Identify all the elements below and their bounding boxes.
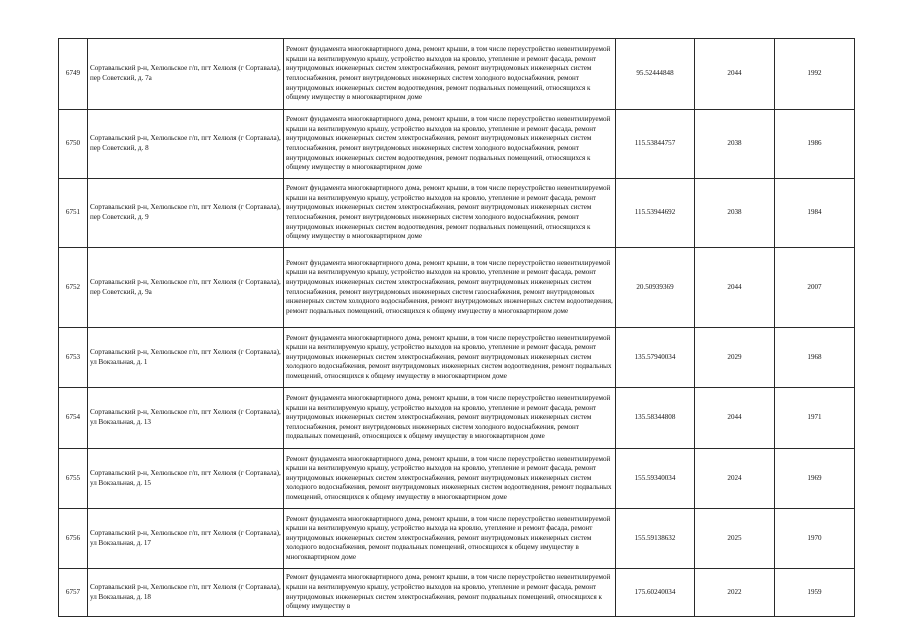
row-number: 6755: [59, 449, 88, 509]
built-year-cell: 1984: [775, 179, 855, 248]
address-cell: Сортавальский р-н, Хелюльское г/п, пгт Хелюля (г Сортавала), ул Вокзальная, д. 1: [88, 328, 284, 388]
built-year-cell: 1968: [775, 328, 855, 388]
table-row: [59, 179, 855, 248]
works-cell: Ремонт фундамента многоквартирного дома, ремонт крыши, в том числе переустройство невентилируемой крыши на вентилируемую крышу, устройство выходов на кровлю, утепление и ремонт фасада, ремонт внутридомовых инженерных систем электроснабжения, ремонт внутридомовых инженерных систем теплоснабжения, ремонт внутридомовых инженерных систем газоснабжения, ремонт внутридомовых инженерных систем холодного водоснабжения, ремонт внутридомовых инженерных систем водоотведения, ремонт подвальных помещений, относящихся к общему имуществу в многоквартирном доме: [284, 248, 616, 328]
plan-year-cell: 2044: [695, 39, 775, 110]
row-number: 6753: [59, 328, 88, 388]
area-cell: 115.53844757: [616, 110, 695, 179]
address-cell: Сортавальский р-н, Хелюльское г/п, пгт Хелюля (г Сортавала), ул Вокзальная, д. 18: [88, 569, 284, 617]
plan-year-cell: 2022: [695, 569, 775, 617]
table-row: [59, 39, 855, 110]
built-year-cell: 1970: [775, 509, 855, 569]
table-row: [59, 388, 855, 449]
address-cell: Сортавальский р-н, Хелюльское г/п, пгт Хелюля (г Сортавала), пер Советский, д. 8: [88, 110, 284, 179]
works-cell: Ремонт фундамента многоквартирного дома, ремонт крыши, в том числе переустройство невентилируемой крыши на вентилируемую крышу, устройство выходов на кровлю, утепление и ремонт фасада, ремонт внутридомовых инженерных систем электроснабжения, ремонт внутридомовых инженерных систем теплоснабжения, ремонт внутридомовых инженерных систем холодного водоснабжения, ремонт подвальных помещений, относящихся к общему имуществу в многоквартирном доме: [284, 388, 616, 449]
plan-year-cell: 2044: [695, 248, 775, 328]
built-year-cell: 1992: [775, 39, 855, 110]
address-cell: Сортавальский р-н, Хелюльское г/п, пгт Хелюля (г Сортавала), ул Вокзальная, д. 13: [88, 388, 284, 449]
works-cell: Ремонт фундамента многоквартирного дома, ремонт крыши, в том числе переустройство невентилируемой крыши на вентилируемую крышу, устройство выходов на кровлю, утепление и ремонт фасада, ремонт внутридомовых инженерных систем электроснабжения, ремонт подвальных помещений, относящихся к общему имуществу в: [284, 569, 616, 617]
plan-year-cell: 2029: [695, 328, 775, 388]
register-table: [58, 38, 855, 617]
works-cell: Ремонт фундамента многоквартирного дома, ремонт крыши, в том числе переустройство невентилируемой крыши на вентилируемую крышу, устройство выходов на кровлю, утепление и ремонт фасада, ремонт внутридомовых инженерных систем электроснабжения, ремонт внутридомовых инженерных систем холодного водоснабжения, ремонт внутридомовых инженерных систем водоотведения, ремонт подвальных помещений, относящихся к общему имуществу в многоквартирном доме: [284, 449, 616, 509]
plan-year-cell: 2044: [695, 388, 775, 449]
row-number: 6754: [59, 388, 88, 449]
plan-year-cell: 2025: [695, 509, 775, 569]
works-cell: Ремонт фундамента многоквартирного дома, ремонт крыши, в том числе переустройство невентилируемой крыши на вентилируемую крышу, устройство выходов на кровлю, утепление и ремонт фасада, ремонт внутридомовых инженерных систем электроснабжения, ремонт внутридомовых инженерных систем теплоснабжения, ремонт внутридомовых инженерных систем холодного водоснабжения, ремонт внутридомовых инженерных систем водоотведения, ремонт подвальных помещений, относящихся к общему имуществу в многоквартирном доме: [284, 110, 616, 179]
row-number: 6757: [59, 569, 88, 617]
area-cell: 155.59138632: [616, 509, 695, 569]
built-year-cell: 1986: [775, 110, 855, 179]
address-cell: Сортавальский р-н, Хелюльское г/п, пгт Хелюля (г Сортавала), пер Советский, д. 7а: [88, 39, 284, 110]
address-cell: Сортавальский р-н, Хелюльское г/п, пгт Хелюля (г Сортавала), пер Советский, д. 9: [88, 179, 284, 248]
table-row: [59, 328, 855, 388]
works-cell: Ремонт фундамента многоквартирного дома, ремонт крыши, в том числе переустройство невентилируемой крыши на вентилируемую крышу, устройство выходов на кровлю, утепление и ремонт фасада, ремонт внутридомовых инженерных систем электроснабжения, ремонт внутридомовых инженерных систем холодного водоснабжения, ремонт внутридомовых инженерных систем водоотведения, ремонт подвальных помещений, относящихся к общему имуществу в многоквартирном доме: [284, 328, 616, 388]
built-year-cell: 1959: [775, 569, 855, 617]
plan-year-cell: 2024: [695, 449, 775, 509]
area-cell: 115.53944692: [616, 179, 695, 248]
plan-year-cell: 2038: [695, 110, 775, 179]
built-year-cell: 2007: [775, 248, 855, 328]
row-number: 6756: [59, 509, 88, 569]
table-row: [59, 110, 855, 179]
area-cell: 135.58344808: [616, 388, 695, 449]
works-cell: Ремонт фундамента многоквартирного дома, ремонт крыши, в том числе переустройство невентилируемой крыши на вентилируемую крышу, устройство выхода на кровлю, утепление и ремонт фасада, ремонт внутридомовых инженерных систем электроснабжения, ремонт внутридомовых инженерных систем холодного водоснабжения, ремонт подвальных помещений, относящихся к общему имуществу в многоквартирном доме: [284, 509, 616, 569]
table-row: [59, 509, 855, 569]
area-cell: 20.50939369: [616, 248, 695, 328]
built-year-cell: 1969: [775, 449, 855, 509]
address-cell: Сортавальский р-н, Хелюльское г/п, пгт Хелюля (г Сортавала), ул Вокзальная, д. 17: [88, 509, 284, 569]
table-row: [59, 248, 855, 328]
table-row: [59, 569, 855, 617]
works-cell: Ремонт фундамента многоквартирного дома, ремонт крыши, в том числе переустройство невентилируемой крыши на вентилируемую крышу, устройство выходов на кровлю, утепление и ремонт фасада, ремонт внутридомовых инженерных систем электроснабжения, ремонт внутридомовых инженерных систем теплоснабжения, ремонт внутридомовых инженерных систем холодного водоснабжения, ремонт внутридомовых инженерных систем водоотведения, ремонт подвальных помещений, относящихся к общему имуществу в многоквартирном доме: [284, 179, 616, 248]
area-cell: 95.52444848: [616, 39, 695, 110]
area-cell: 135.57940034: [616, 328, 695, 388]
capital-repair-register-sheet: [58, 38, 854, 617]
address-cell: Сортавальский р-н, Хелюльское г/п, пгт Хелюля (г Сортавала), ул Вокзальная, д. 15: [88, 449, 284, 509]
row-number: 6750: [59, 110, 88, 179]
plan-year-cell: 2038: [695, 179, 775, 248]
row-number: 6751: [59, 179, 88, 248]
works-cell: Ремонт фундамента многоквартирного дома, ремонт крыши, в том числе переустройство невентилируемой крыши на вентилируемую крышу, устройство выходов на кровлю, утепление и ремонт фасада, ремонт внутридомовых инженерных систем электроснабжения, ремонт внутридомовых инженерных систем теплоснабжения, ремонт внутридомовых инженерных систем холодного водоснабжения, ремонт внутридомовых инженерных систем водоотведения, ремонт подвальных помещений, относящихся к общему имуществу в многоквартирном доме: [284, 39, 616, 110]
built-year-cell: 1971: [775, 388, 855, 449]
row-number: 6752: [59, 248, 88, 328]
row-number: 6749: [59, 39, 88, 110]
table-row: [59, 449, 855, 509]
area-cell: 175.60240034: [616, 569, 695, 617]
address-cell: Сортавальский р-н, Хелюльское г/п, пгт Хелюля (г Сортавала), пер Советский, д. 9а: [88, 248, 284, 328]
area-cell: 155.59340034: [616, 449, 695, 509]
